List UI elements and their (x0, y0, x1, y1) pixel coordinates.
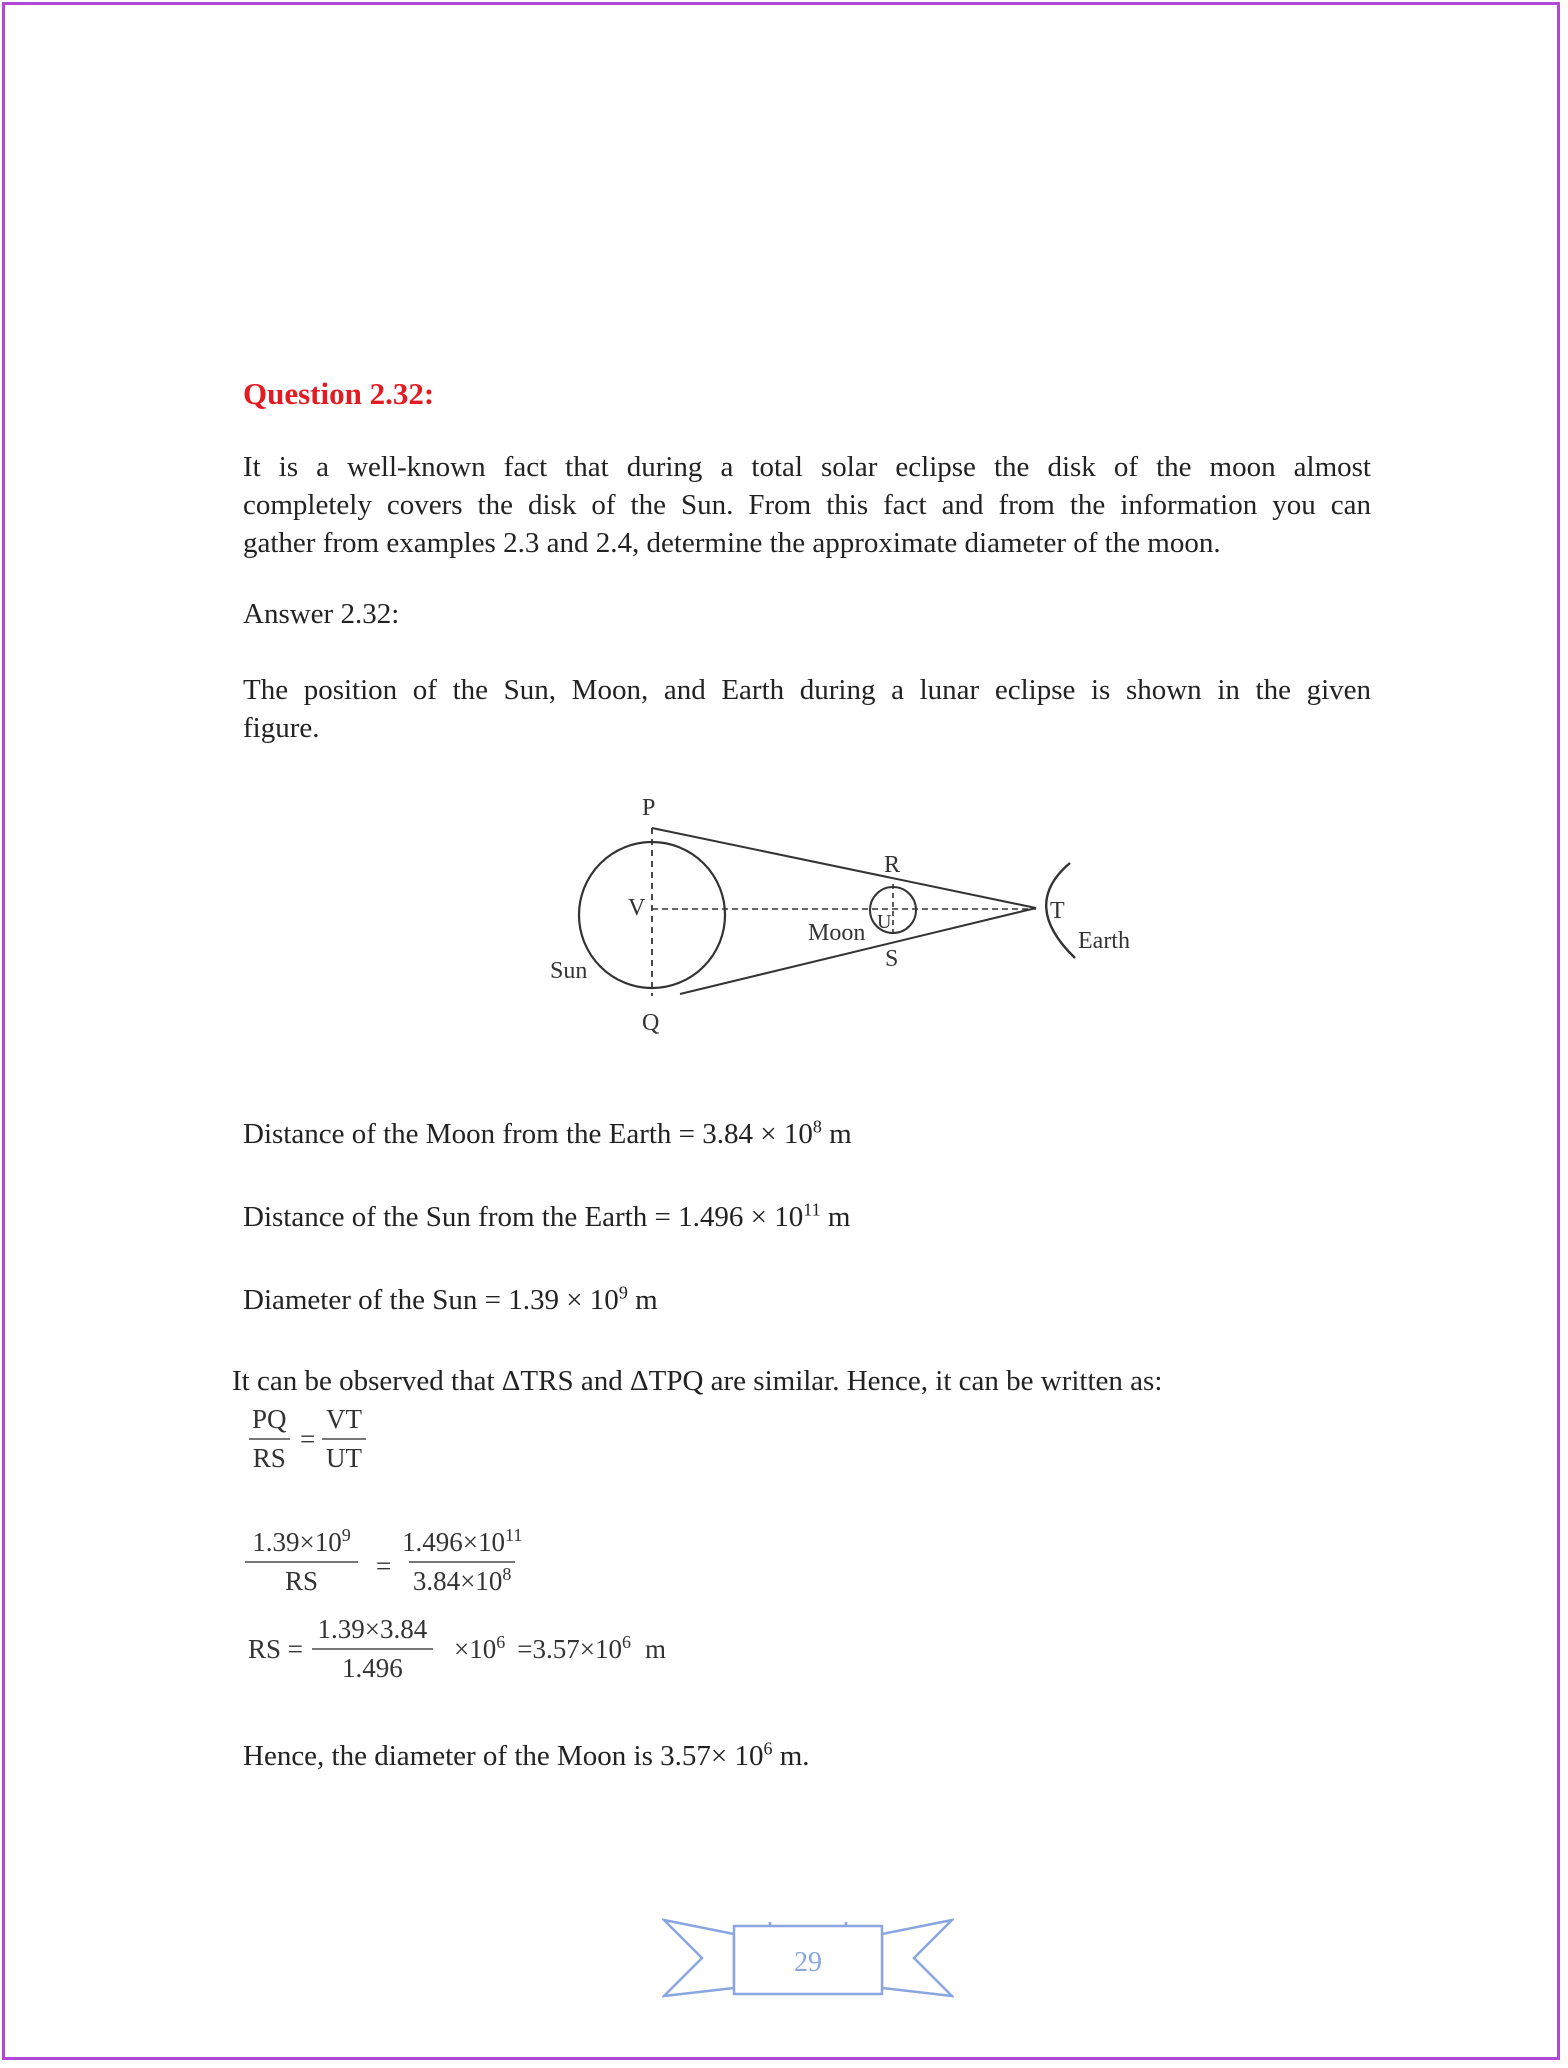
eq1-left-numerator: PQ (252, 1404, 287, 1434)
eq3-denominator: 1.496 (312, 1648, 433, 1684)
eq2-right-numerator (398, 1527, 526, 1561)
label-t: T (1050, 898, 1065, 924)
label-u: U (877, 911, 892, 933)
eq3-multiplier: ×10 (454, 1634, 497, 1664)
upper-tangent-line (652, 828, 1036, 908)
similarity-statement: It can be observed that ΔTRS and ΔTPQ are similar. Hence, it can be written as: (232, 1365, 1163, 1397)
label-r: R (884, 852, 901, 878)
fact-sun-distance-exponent: 11 (803, 1199, 821, 1220)
fact-moon-distance-exponent: 8 (812, 1116, 822, 1137)
question-text-line-3: gather from examples 2.3 and 2.4, determine the approximate diameter of the moon. (243, 527, 1221, 559)
eq2-left-numerator-base: 1.39×10 (252, 1527, 342, 1557)
eq3-result: =3.57×10 (517, 1634, 622, 1664)
eq2-equals: = (376, 1551, 392, 1581)
fact-sun-diameter-text: Diameter of the Sun = 1.39 × 10 (243, 1284, 619, 1316)
eq1-right-denominator: UT (322, 1438, 366, 1474)
eq3-lhs: RS = (248, 1634, 304, 1664)
question-title: Question 2.32: (243, 376, 435, 411)
question-text-line-2: completely covers the disk of the Sun. From this fact and from the information you can (243, 489, 1371, 521)
question-text-line-1: It is a well-known fact that during a total solar eclipse the disk of the moon almost (243, 451, 1371, 483)
eq1-equals: = (300, 1424, 316, 1454)
label-q: Q (642, 1010, 660, 1036)
label-sun: Sun (550, 958, 588, 984)
eq2-left-fraction (245, 1527, 358, 1597)
eq1-left-fraction (248, 1404, 291, 1474)
conclusion-text: Hence, the diameter of the Moon is 3.57× 10 (243, 1740, 764, 1772)
answer-intro-line-1: The position of the Sun, Moon, and Earth during a lunar eclipse is shown in the given (243, 674, 1371, 706)
conclusion-exponent: 6 (763, 1738, 773, 1759)
eq2-left-numerator-exponent: 9 (341, 1525, 351, 1545)
label-p: P (642, 795, 656, 821)
eq3-multiplier-and-result (454, 1634, 666, 1665)
eq2-left-numerator (248, 1527, 354, 1561)
fact-sun-diameter-unit: m (627, 1284, 658, 1316)
conclusion-suffix: m. (772, 1740, 810, 1772)
eq2-left-denominator: RS (245, 1561, 358, 1597)
fact-sun-distance (243, 1201, 850, 1234)
page-number: 29 (794, 1947, 822, 1978)
fact-moon-distance (243, 1118, 852, 1151)
answer-label: Answer 2.32: (243, 598, 400, 630)
label-s: S (885, 946, 899, 972)
fact-sun-diameter (243, 1284, 658, 1317)
label-earth: Earth (1078, 928, 1130, 954)
label-v: V (628, 895, 646, 921)
eq3-fraction (312, 1614, 433, 1684)
answer-intro-line-2: figure. (243, 712, 320, 744)
eclipse-diagram (540, 780, 1160, 1050)
fact-sun-distance-unit: m (820, 1201, 851, 1233)
page-number-ribbon (662, 1912, 954, 2004)
eq2-right-denominator-exponent: 8 (502, 1564, 512, 1584)
eq2-right-denominator-base: 3.84×10 (412, 1566, 503, 1596)
eq1-right-numerator: VT (326, 1404, 362, 1434)
eq2-right-numerator-base: 1.496×10 (402, 1527, 505, 1557)
fact-moon-distance-text: Distance of the Moon from the Earth = 3.84 × 10 (243, 1118, 813, 1150)
fact-moon-distance-unit: m (821, 1118, 852, 1150)
eq2-right-denominator (409, 1561, 515, 1597)
fact-sun-diameter-exponent: 9 (618, 1282, 628, 1303)
eq2-right-numerator-exponent: 11 (504, 1525, 523, 1545)
eq1-right-fraction (322, 1404, 366, 1474)
eq3-multiplier-exponent: 6 (496, 1632, 506, 1652)
fact-sun-distance-text: Distance of the Sun from the Earth = 1.496 × 10 (243, 1201, 804, 1233)
eq1-left-denominator: RS (249, 1438, 290, 1474)
eq2-right-fraction (398, 1527, 526, 1597)
eq3-numerator: 1.39×3.84 (317, 1614, 428, 1644)
eq3-result-exponent: 6 (621, 1632, 631, 1652)
conclusion (243, 1740, 810, 1773)
label-moon: Moon (808, 920, 866, 946)
eq3-unit: m (644, 1634, 666, 1664)
